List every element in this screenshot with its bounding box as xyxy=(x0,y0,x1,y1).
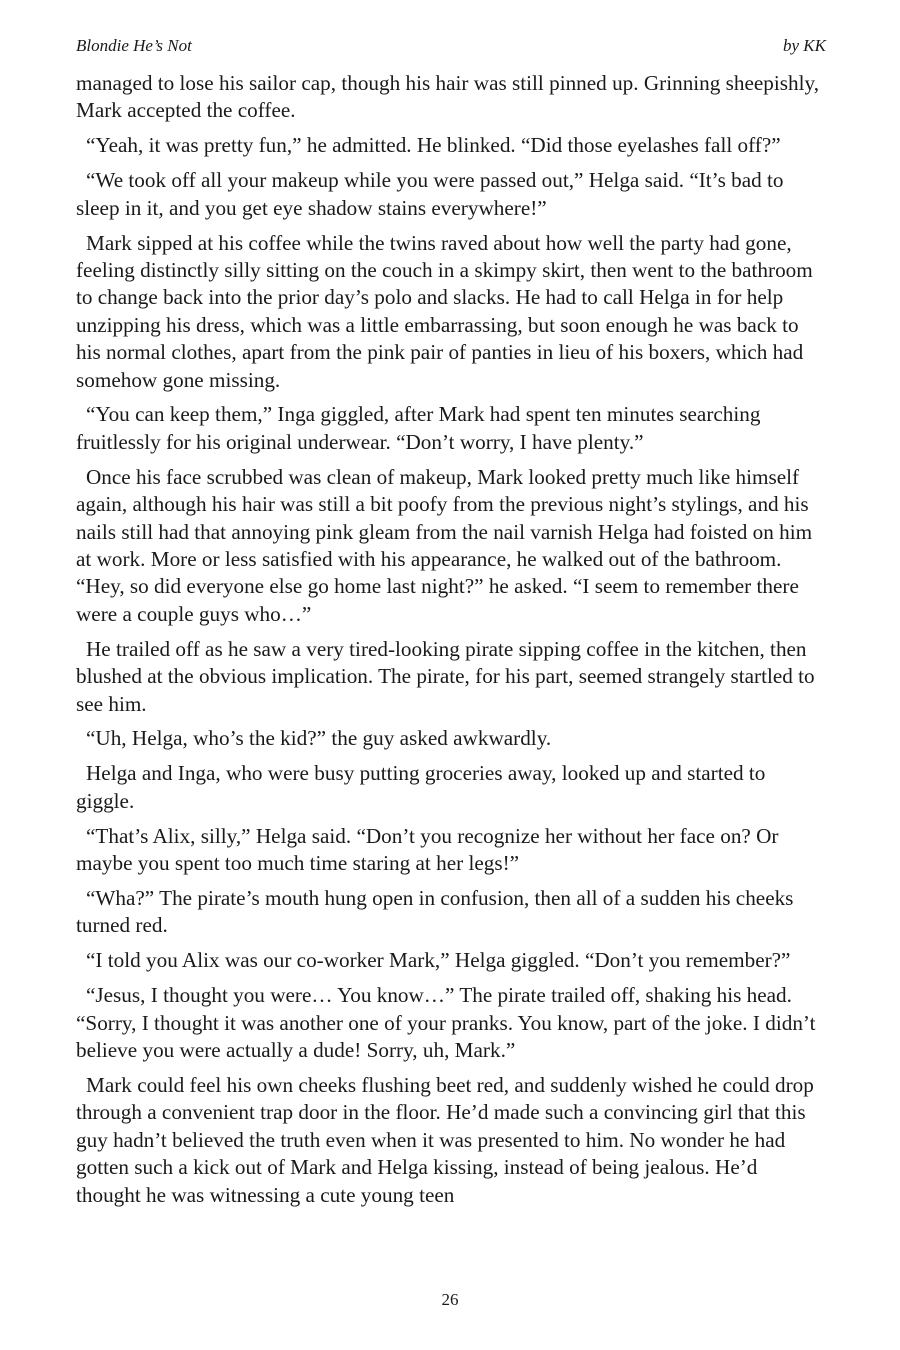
paragraph: “Uh, Helga, who’s the kid?” the guy asked awkwardly. xyxy=(86,726,552,751)
paragraph: “I told you Alix was our co-worker Mark,” Helga giggled. “Don’t you remember?” xyxy=(86,948,791,973)
paragraph: “Yeah, it was pretty fun,” he admitted. He blinked. “Did those eyelashes fall off?” xyxy=(86,133,781,158)
paragraph: “Jesus, I thought you were… You know…” The pirate trailed off, shaking his head. “Sorry, I thought it was another one of your pranks. You know, part of the joke. I didn’t believe you were actually a dude! Sorry, uh, Mark.” xyxy=(76,983,816,1062)
paragraph: Once his face scrubbed was clean of makeup, Mark looked pretty much like himself again, although his hair was still a bit poofy from the previous night’s stylings, and his nails still had that annoying pink gleam from the nail varnish Helga had foisted on him at work. More or less satisfied with his appearance, he walked out of the bathroom. “Hey, so did everyone else go home last night?” he asked. “I seem to remember there were a couple guys who…” xyxy=(76,464,813,626)
page-number: 26 xyxy=(441,1290,459,1309)
paragraph: Mark could feel his own cheeks flushing beet red, and suddenly wished he could drop through a convenient trap door in the floor. He’d made such a convincing girl that this guy hadn’t believed the truth even when it was presented to him. No wonder he had gotten such a kick out of Mark and Helga kissing, instead of being jealous. He’d thought he was witnessing a cute young teen xyxy=(76,1072,814,1207)
paragraph: “Wha?” The pirate’s mouth hung open in confusion, then all of a sudden his cheeks turned red. xyxy=(76,885,794,938)
paragraph: He trailed off as he saw a very tired-looking pirate sipping coffee in the kitchen, then blushed at the obvious implication. The pirate, for his part, seemed strangely startled to see him. xyxy=(76,636,815,716)
paragraph: Mark sipped at his coffee while the twins raved about how well the party had gone, feeling distinctly silly sitting on the couch in a skimpy skirt, then went to the bathroom to change back into the prior day’s polo and slacks. He had to call Helga in for help unzipping his dress, which was a little embarrassing, but soon enough he was back to his normal clothes, apart from the pink pair of panties in lieu of his boxers, which had somehow gone missing. xyxy=(76,230,813,392)
author-name: by KK xyxy=(783,36,826,55)
paragraph: “We took off all your makeup while you were passed out,” Helga said. “It’s bad to sleep in it, and you get eye shadow stains everywhere!” xyxy=(76,168,784,220)
book-title: Blondie He’s Not xyxy=(76,36,192,55)
body-text xyxy=(76,70,826,1216)
paragraph: Helga and Inga, who were busy putting groceries away, looked up and started to giggle. xyxy=(76,761,766,813)
paragraph: “That’s Alix, silly,” Helga said. “Don’t you recognize her without her face on? Or maybe you spent too much time staring at her legs!” xyxy=(76,823,779,876)
paragraph: “You can keep them,” Inga giggled, after Mark had spent ten minutes searching fruitlessly for his original underwear. “Don’t worry, I have plenty.” xyxy=(76,402,761,454)
running-header xyxy=(76,36,826,58)
paragraph: managed to lose his sailor cap, though his hair was still pinned up. Grinning sheepishly, Mark accepted the coffee. xyxy=(76,71,820,123)
